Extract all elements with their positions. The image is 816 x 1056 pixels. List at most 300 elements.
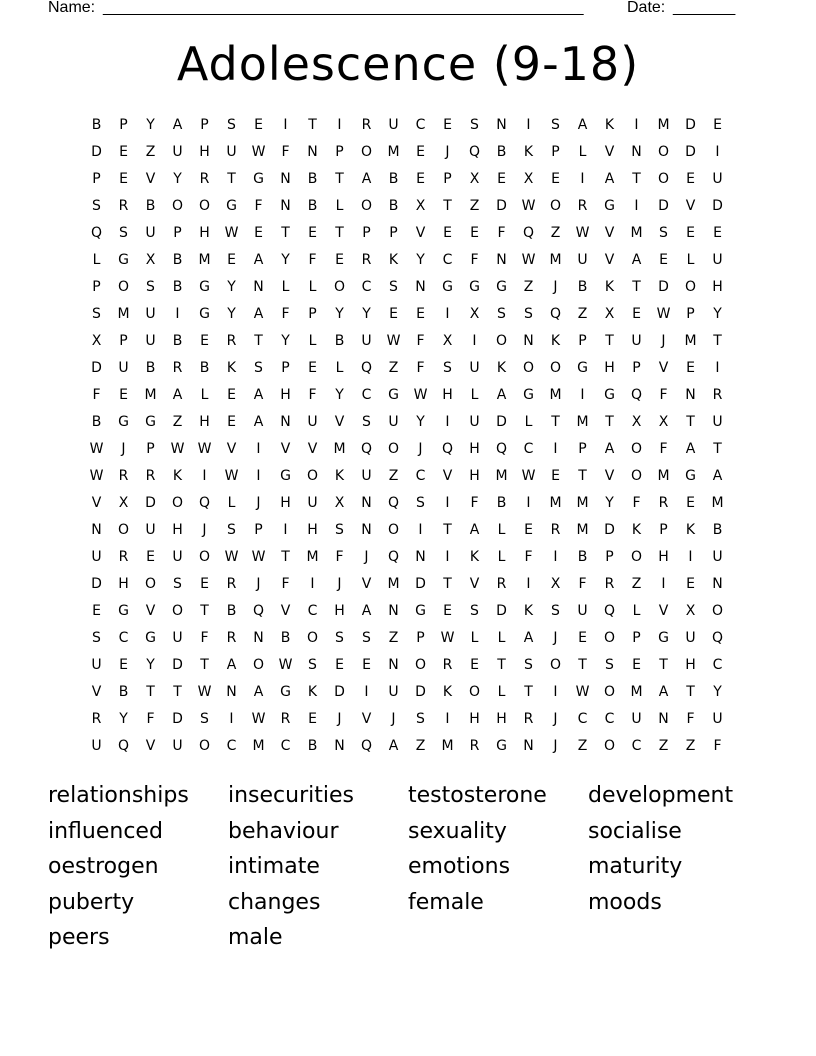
grid-letter: I <box>175 306 180 322</box>
grid-letter: O <box>198 738 211 754</box>
grid-letter: F <box>470 495 479 511</box>
grid-letter: L <box>92 252 101 268</box>
grid-letter: H <box>199 414 210 430</box>
grid-letter: S <box>605 657 614 673</box>
grid-letter: I <box>229 711 234 727</box>
grid-letter: D <box>172 657 183 673</box>
grid-letter: T <box>335 171 344 187</box>
grid-letter: J <box>445 144 450 160</box>
grid-letter: O <box>468 684 481 700</box>
grid-letter: E <box>632 657 641 673</box>
grid-letter: V <box>145 171 156 187</box>
grid-letter: T <box>146 684 155 700</box>
grid-letter: Q <box>387 495 400 511</box>
grid-letter: S <box>362 630 371 646</box>
grid-letter: U <box>388 117 399 133</box>
grid-letter: H <box>307 522 318 538</box>
grid-letter: O <box>549 360 562 376</box>
grid-letter: U <box>172 738 183 754</box>
grid-letter: J <box>661 333 666 349</box>
grid-letter: V <box>91 684 102 700</box>
grid-letter: V <box>604 468 615 484</box>
grid-letter: H <box>685 657 696 673</box>
grid-letter: H <box>118 576 129 592</box>
grid-letter: A <box>253 252 264 268</box>
grid-letter: A <box>226 657 237 673</box>
grid-letter: A <box>253 387 264 403</box>
grid-letter: U <box>91 657 102 673</box>
grid-letter: P <box>632 630 641 646</box>
grid-letter: I <box>715 144 720 160</box>
grid-letter: C <box>712 657 723 673</box>
grid-letter: G <box>199 279 210 295</box>
grid-letter: Q <box>495 441 508 457</box>
grid-letter: L <box>686 252 695 268</box>
grid-letter: M <box>657 117 670 133</box>
grid-letter: S <box>524 657 533 673</box>
grid-letter: Z <box>388 468 399 484</box>
grid-letter: O <box>657 171 670 187</box>
grid-letter: J <box>202 522 207 538</box>
grid-letter: U <box>361 468 372 484</box>
grid-letter: A <box>685 441 696 457</box>
grid-letter: C <box>577 711 588 727</box>
grid-letter: F <box>281 306 290 322</box>
grid-letter: E <box>470 225 479 241</box>
grid-letter: B <box>307 198 318 214</box>
grid-letter: R <box>280 711 291 727</box>
grid-letter: Y <box>146 657 155 673</box>
grid-letter: N <box>415 279 426 295</box>
grid-letter: O <box>387 441 400 457</box>
grid-letter: M <box>549 495 562 511</box>
grid-letter: Z <box>145 144 156 160</box>
grid-letter: M <box>711 495 724 511</box>
word-bank-item: relationships <box>48 783 189 808</box>
grid-letter: I <box>715 360 720 376</box>
grid-letter: W <box>224 468 239 484</box>
grid-letter: U <box>631 333 642 349</box>
grid-letter: U <box>388 414 399 430</box>
grid-letter: M <box>549 387 562 403</box>
grid-letter: J <box>553 279 558 295</box>
grid-letter: K <box>550 333 561 349</box>
grid-letter: F <box>254 198 263 214</box>
grid-letter: H <box>469 468 480 484</box>
grid-letter: M <box>549 252 562 268</box>
grid-letter: S <box>551 117 560 133</box>
grid-letter: C <box>523 441 534 457</box>
grid-letter: Z <box>577 306 588 322</box>
grid-letter: W <box>251 711 266 727</box>
grid-letter: A <box>253 414 264 430</box>
grid-letter: I <box>526 576 531 592</box>
date-label: Date: <box>627 0 666 16</box>
grid-letter: D <box>415 684 426 700</box>
grid-letter: I <box>526 117 531 133</box>
grid-letter: E <box>389 306 398 322</box>
grid-letter: O <box>198 198 211 214</box>
grid-letter: C <box>415 468 426 484</box>
grid-letter: S <box>443 360 452 376</box>
grid-row <box>83 573 733 600</box>
grid-letter: V <box>604 225 615 241</box>
grid-letter: T <box>335 225 344 241</box>
grid-letter: O <box>495 333 508 349</box>
grid-letter: L <box>470 630 479 646</box>
grid-letter: K <box>172 468 183 484</box>
grid-letter: N <box>631 144 642 160</box>
grid-letter: H <box>604 360 615 376</box>
grid-letter: V <box>604 144 615 160</box>
grid-letter: F <box>308 387 317 403</box>
grid-letter: T <box>254 333 263 349</box>
word-bank-item: intimate <box>228 854 320 879</box>
grid-letter: D <box>658 198 669 214</box>
grid-letter: U <box>577 603 588 619</box>
grid-letter: Y <box>173 171 182 187</box>
grid-letter: O <box>252 657 265 673</box>
grid-letter: S <box>335 630 344 646</box>
grid-letter: B <box>145 198 156 214</box>
grid-letter: X <box>523 171 534 187</box>
grid-letter: E <box>308 711 317 727</box>
grid-letter: F <box>497 225 506 241</box>
grid-letter: S <box>659 225 668 241</box>
grid-letter: B <box>91 117 102 133</box>
grid-letter: F <box>686 711 695 727</box>
grid-letter: A <box>253 684 264 700</box>
grid-letter: G <box>226 198 237 214</box>
grid-letter: K <box>496 360 507 376</box>
grid-letter: H <box>442 387 453 403</box>
grid-letter: P <box>119 117 128 133</box>
grid-letter: E <box>254 117 263 133</box>
grid-letter: N <box>253 630 264 646</box>
grid-letter: M <box>576 414 589 430</box>
grid-letter: H <box>199 144 210 160</box>
grid-letter: J <box>553 630 558 646</box>
grid-letter: I <box>661 576 666 592</box>
grid-letter: D <box>496 414 507 430</box>
grid-row <box>83 708 733 735</box>
grid-letter: T <box>713 333 722 349</box>
grid-letter: O <box>603 738 616 754</box>
grid-letter: G <box>469 279 480 295</box>
grid-letter: O <box>711 603 724 619</box>
grid-letter: D <box>685 117 696 133</box>
grid-letter: C <box>118 630 129 646</box>
grid-letter: V <box>361 576 372 592</box>
grid-row <box>83 627 733 654</box>
grid-letter: O <box>360 144 373 160</box>
grid-letter: X <box>442 333 453 349</box>
grid-letter: G <box>658 630 669 646</box>
grid-letter: Z <box>550 225 561 241</box>
grid-letter: V <box>91 495 102 511</box>
grid-letter: B <box>577 549 588 565</box>
grid-letter: S <box>416 711 425 727</box>
grid-letter: U <box>172 549 183 565</box>
grid-letter: I <box>445 549 450 565</box>
grid-letter: N <box>91 522 102 538</box>
grid-letter: J <box>553 711 558 727</box>
grid-letter: W <box>575 684 590 700</box>
page-title: Adolescence (9-18) <box>176 37 640 91</box>
grid-letter: A <box>604 441 615 457</box>
grid-letter: R <box>442 657 453 673</box>
grid-letter: Q <box>522 225 535 241</box>
grid-letter: C <box>307 603 318 619</box>
grid-letter: N <box>523 738 534 754</box>
grid-letter: I <box>310 576 315 592</box>
grid-letter: X <box>118 495 129 511</box>
grid-letter: U <box>172 144 183 160</box>
grid-letter: D <box>658 279 669 295</box>
grid-row <box>83 357 733 384</box>
grid-letter: M <box>495 468 508 484</box>
grid-letter: N <box>388 603 399 619</box>
grid-letter: O <box>144 576 157 592</box>
word-bank-item: behaviour <box>228 818 339 844</box>
grid-letter: T <box>173 684 182 700</box>
grid-letter: G <box>118 252 129 268</box>
grid-letter: Q <box>387 549 400 565</box>
grid-letter: V <box>685 198 696 214</box>
grid-letter: Q <box>603 603 616 619</box>
grid-letter: H <box>280 495 291 511</box>
worksheet-header <box>0 0 816 20</box>
grid-letter: E <box>254 225 263 241</box>
grid-letter: E <box>443 603 452 619</box>
grid-letter: N <box>307 144 318 160</box>
grid-row <box>83 303 733 330</box>
grid-letter: C <box>226 738 237 754</box>
grid-letter: T <box>308 117 317 133</box>
grid-letter: T <box>227 171 236 187</box>
grid-row <box>83 519 733 546</box>
grid-letter: T <box>578 657 587 673</box>
grid-letter: Z <box>577 738 588 754</box>
grid-letter: O <box>117 522 130 538</box>
grid-letter: G <box>253 171 264 187</box>
grid-letter: P <box>416 630 425 646</box>
grid-letter: J <box>418 441 423 457</box>
grid-letter: A <box>523 630 534 646</box>
grid-letter: N <box>226 684 237 700</box>
grid-row <box>83 681 733 708</box>
grid-letter: B <box>496 144 507 160</box>
grid-letter: U <box>361 333 372 349</box>
grid-letter: C <box>361 387 372 403</box>
grid-row <box>83 114 733 141</box>
grid-letter: U <box>631 711 642 727</box>
grid-letter: T <box>200 603 209 619</box>
grid-letter: I <box>580 171 585 187</box>
grid-letter: E <box>416 171 425 187</box>
grid-letter: P <box>173 225 182 241</box>
grid-letter: T <box>281 225 290 241</box>
grid-letter: A <box>361 171 372 187</box>
grid-letter: Q <box>360 441 373 457</box>
grid-letter: D <box>172 711 183 727</box>
grid-letter: A <box>388 738 399 754</box>
grid-letter: F <box>281 144 290 160</box>
grid-letter: I <box>445 495 450 511</box>
grid-letter: E <box>308 360 317 376</box>
grid-letter: B <box>388 198 399 214</box>
grid-letter: E <box>416 144 425 160</box>
grid-letter: W <box>89 468 104 484</box>
grid-letter: Q <box>441 441 454 457</box>
grid-letter: P <box>200 117 209 133</box>
grid-letter: E <box>443 225 452 241</box>
grid-letter: U <box>712 171 723 187</box>
grid-letter: Z <box>388 360 399 376</box>
grid-letter: U <box>307 414 318 430</box>
grid-letter: I <box>283 522 288 538</box>
grid-letter: Y <box>146 117 155 133</box>
grid-letter: S <box>200 711 209 727</box>
grid-letter: O <box>549 198 562 214</box>
grid-letter: O <box>171 603 184 619</box>
grid-letter: M <box>657 468 670 484</box>
grid-letter: D <box>91 360 102 376</box>
grid-letter: X <box>469 306 480 322</box>
grid-letter: E <box>686 495 695 511</box>
grid-letter: R <box>199 171 210 187</box>
grid-letter: O <box>603 684 616 700</box>
word-bank-item: female <box>408 889 484 915</box>
grid-letter: R <box>226 333 237 349</box>
grid-letter: N <box>361 495 372 511</box>
word-bank-item: changes <box>228 889 321 915</box>
grid-letter: O <box>414 657 427 673</box>
grid-letter: E <box>200 576 209 592</box>
grid-letter: L <box>497 549 506 565</box>
word-bank-item: sexuality <box>408 818 507 844</box>
grid-letter: D <box>415 576 426 592</box>
grid-letter: B <box>91 414 102 430</box>
grid-letter: Q <box>468 144 481 160</box>
grid-letter: O <box>360 198 373 214</box>
grid-letter: B <box>172 333 183 349</box>
grid-letter: N <box>496 252 507 268</box>
grid-row <box>83 411 733 438</box>
grid-letter: W <box>521 252 536 268</box>
grid-letter: R <box>226 630 237 646</box>
grid-letter: U <box>712 711 723 727</box>
grid-letter: P <box>551 144 560 160</box>
grid-letter: O <box>684 279 697 295</box>
grid-letter: S <box>92 306 101 322</box>
grid-letter: S <box>524 306 533 322</box>
grid-letter: O <box>630 468 643 484</box>
grid-letter: I <box>283 117 288 133</box>
grid-letter: S <box>92 630 101 646</box>
grid-letter: Y <box>227 279 236 295</box>
grid-letter: F <box>659 441 668 457</box>
grid-letter: O <box>387 522 400 538</box>
grid-letter: L <box>308 333 317 349</box>
grid-letter: T <box>605 414 614 430</box>
grid-letter: Y <box>281 333 290 349</box>
grid-letter: Y <box>281 252 290 268</box>
grid-letter: T <box>605 333 614 349</box>
grid-letter: P <box>146 441 155 457</box>
grid-letter: L <box>335 360 344 376</box>
grid-letter: D <box>145 495 156 511</box>
grid-letter: A <box>361 603 372 619</box>
grid-letter: F <box>335 549 344 565</box>
grid-letter: A <box>712 468 723 484</box>
grid-letter: W <box>170 441 185 457</box>
grid-letter: U <box>388 684 399 700</box>
grid-letter: G <box>604 387 615 403</box>
grid-letter: N <box>415 549 426 565</box>
date-field-line: _______ <box>673 0 736 16</box>
grid-letter: D <box>91 576 102 592</box>
grid-letter: C <box>604 711 615 727</box>
grid-letter: Z <box>172 414 183 430</box>
grid-letter: S <box>146 279 155 295</box>
grid-letter: N <box>280 198 291 214</box>
grid-letter: S <box>227 117 236 133</box>
grid-letter: N <box>712 576 723 592</box>
grid-letter: R <box>658 495 669 511</box>
word-bank-item: socialise <box>588 818 682 844</box>
grid-letter: B <box>577 279 588 295</box>
name-field-line: ______________________________________________________ <box>103 0 584 16</box>
grid-letter: E <box>713 117 722 133</box>
word-bank-item: peers <box>48 925 110 950</box>
grid-row <box>83 168 733 195</box>
grid-letter: I <box>256 441 261 457</box>
grid-letter: A <box>172 117 183 133</box>
grid-letter: I <box>445 414 450 430</box>
grid-letter: R <box>145 468 156 484</box>
grid-letter: A <box>658 684 669 700</box>
grid-letter: M <box>684 333 697 349</box>
grid-letter: T <box>200 657 209 673</box>
grid-letter: T <box>551 414 560 430</box>
grid-letter: B <box>712 522 723 538</box>
grid-letter: E <box>227 252 236 268</box>
grid-letter: J <box>337 576 342 592</box>
grid-letter: N <box>658 711 669 727</box>
grid-letter: W <box>251 144 266 160</box>
grid-letter: W <box>656 306 671 322</box>
grid-letter: J <box>391 711 396 727</box>
grid-letter: I <box>553 549 558 565</box>
grid-letter: I <box>445 711 450 727</box>
grid-letter: K <box>523 603 534 619</box>
grid-letter: I <box>553 441 558 457</box>
grid-letter: Y <box>416 252 425 268</box>
grid-letter: E <box>713 225 722 241</box>
grid-letter: G <box>280 684 291 700</box>
grid-letter: J <box>256 495 261 511</box>
grid-letter: Z <box>523 279 534 295</box>
grid-row <box>83 600 733 627</box>
grid-letter: W <box>521 198 536 214</box>
grid-letter: R <box>118 468 129 484</box>
grid-letter: Z <box>631 576 642 592</box>
grid-letter: F <box>632 495 641 511</box>
grid-letter: S <box>254 360 263 376</box>
grid-letter: O <box>306 630 319 646</box>
grid-letter: U <box>91 738 102 754</box>
